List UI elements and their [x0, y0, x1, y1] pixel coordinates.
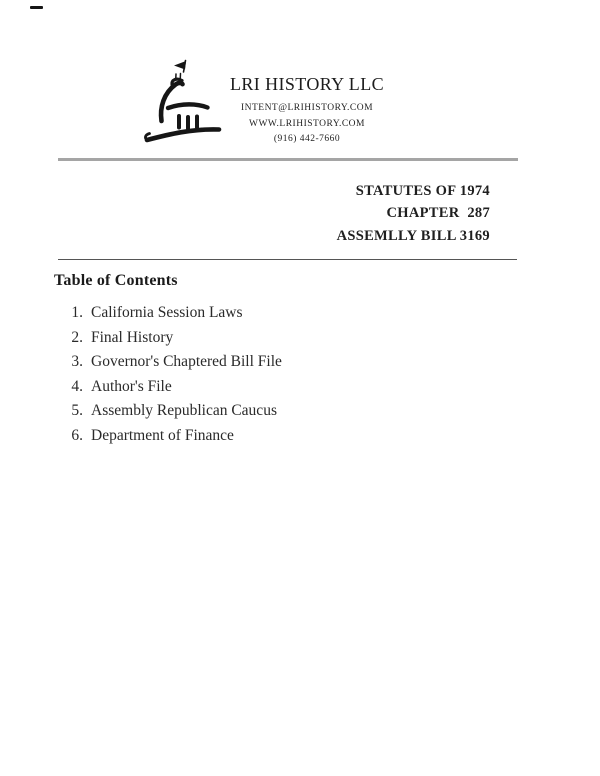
toc-item — [70, 428, 282, 443]
header-divider — [58, 158, 518, 161]
toc-item-number: 6. — [71, 426, 83, 444]
company-phone: (916) 442-7660 — [273, 134, 341, 144]
toc-item — [70, 379, 282, 394]
toc-item — [70, 330, 282, 345]
statutes-line: STATUTES OF 1974 — [355, 183, 490, 199]
toc-item — [70, 305, 282, 320]
toc-item — [70, 354, 282, 369]
scan-artifact-mark — [30, 6, 43, 9]
toc-item-number: 4. — [71, 377, 83, 395]
toc-title: Table of Contents — [54, 272, 178, 289]
chapter-line: CHAPTER 287 — [386, 205, 490, 222]
toc-item-label: California Session Laws — [91, 304, 243, 321]
company-name: LRI HISTORY LLC — [229, 74, 384, 94]
toc-item-label: Assembly Republican Caucus — [91, 402, 277, 420]
toc-list — [70, 305, 282, 453]
toc-item-number: 3. — [71, 353, 83, 371]
company-website: WWW.LRIHISTORY.COM — [249, 118, 365, 129]
reference-divider — [58, 259, 517, 260]
bill-reference — [190, 180, 490, 247]
toc-item-label: Final History — [91, 328, 174, 346]
letterhead — [182, 74, 432, 148]
toc-item-label: Governor's Chaptered Bill File — [91, 353, 282, 371]
toc-item-number: 5. — [71, 402, 83, 420]
bill-number-line: ASSEMLLY BILL 3169 — [336, 227, 490, 244]
toc-item — [70, 403, 282, 418]
toc-item-label: Department of Finance — [91, 426, 234, 444]
toc-item-number: 2. — [71, 328, 83, 346]
toc-item-label: Author's File — [91, 377, 172, 395]
toc-item-number: 1. — [71, 304, 83, 321]
company-email: INTENT@LRIHISTORY.COM — [240, 103, 374, 113]
